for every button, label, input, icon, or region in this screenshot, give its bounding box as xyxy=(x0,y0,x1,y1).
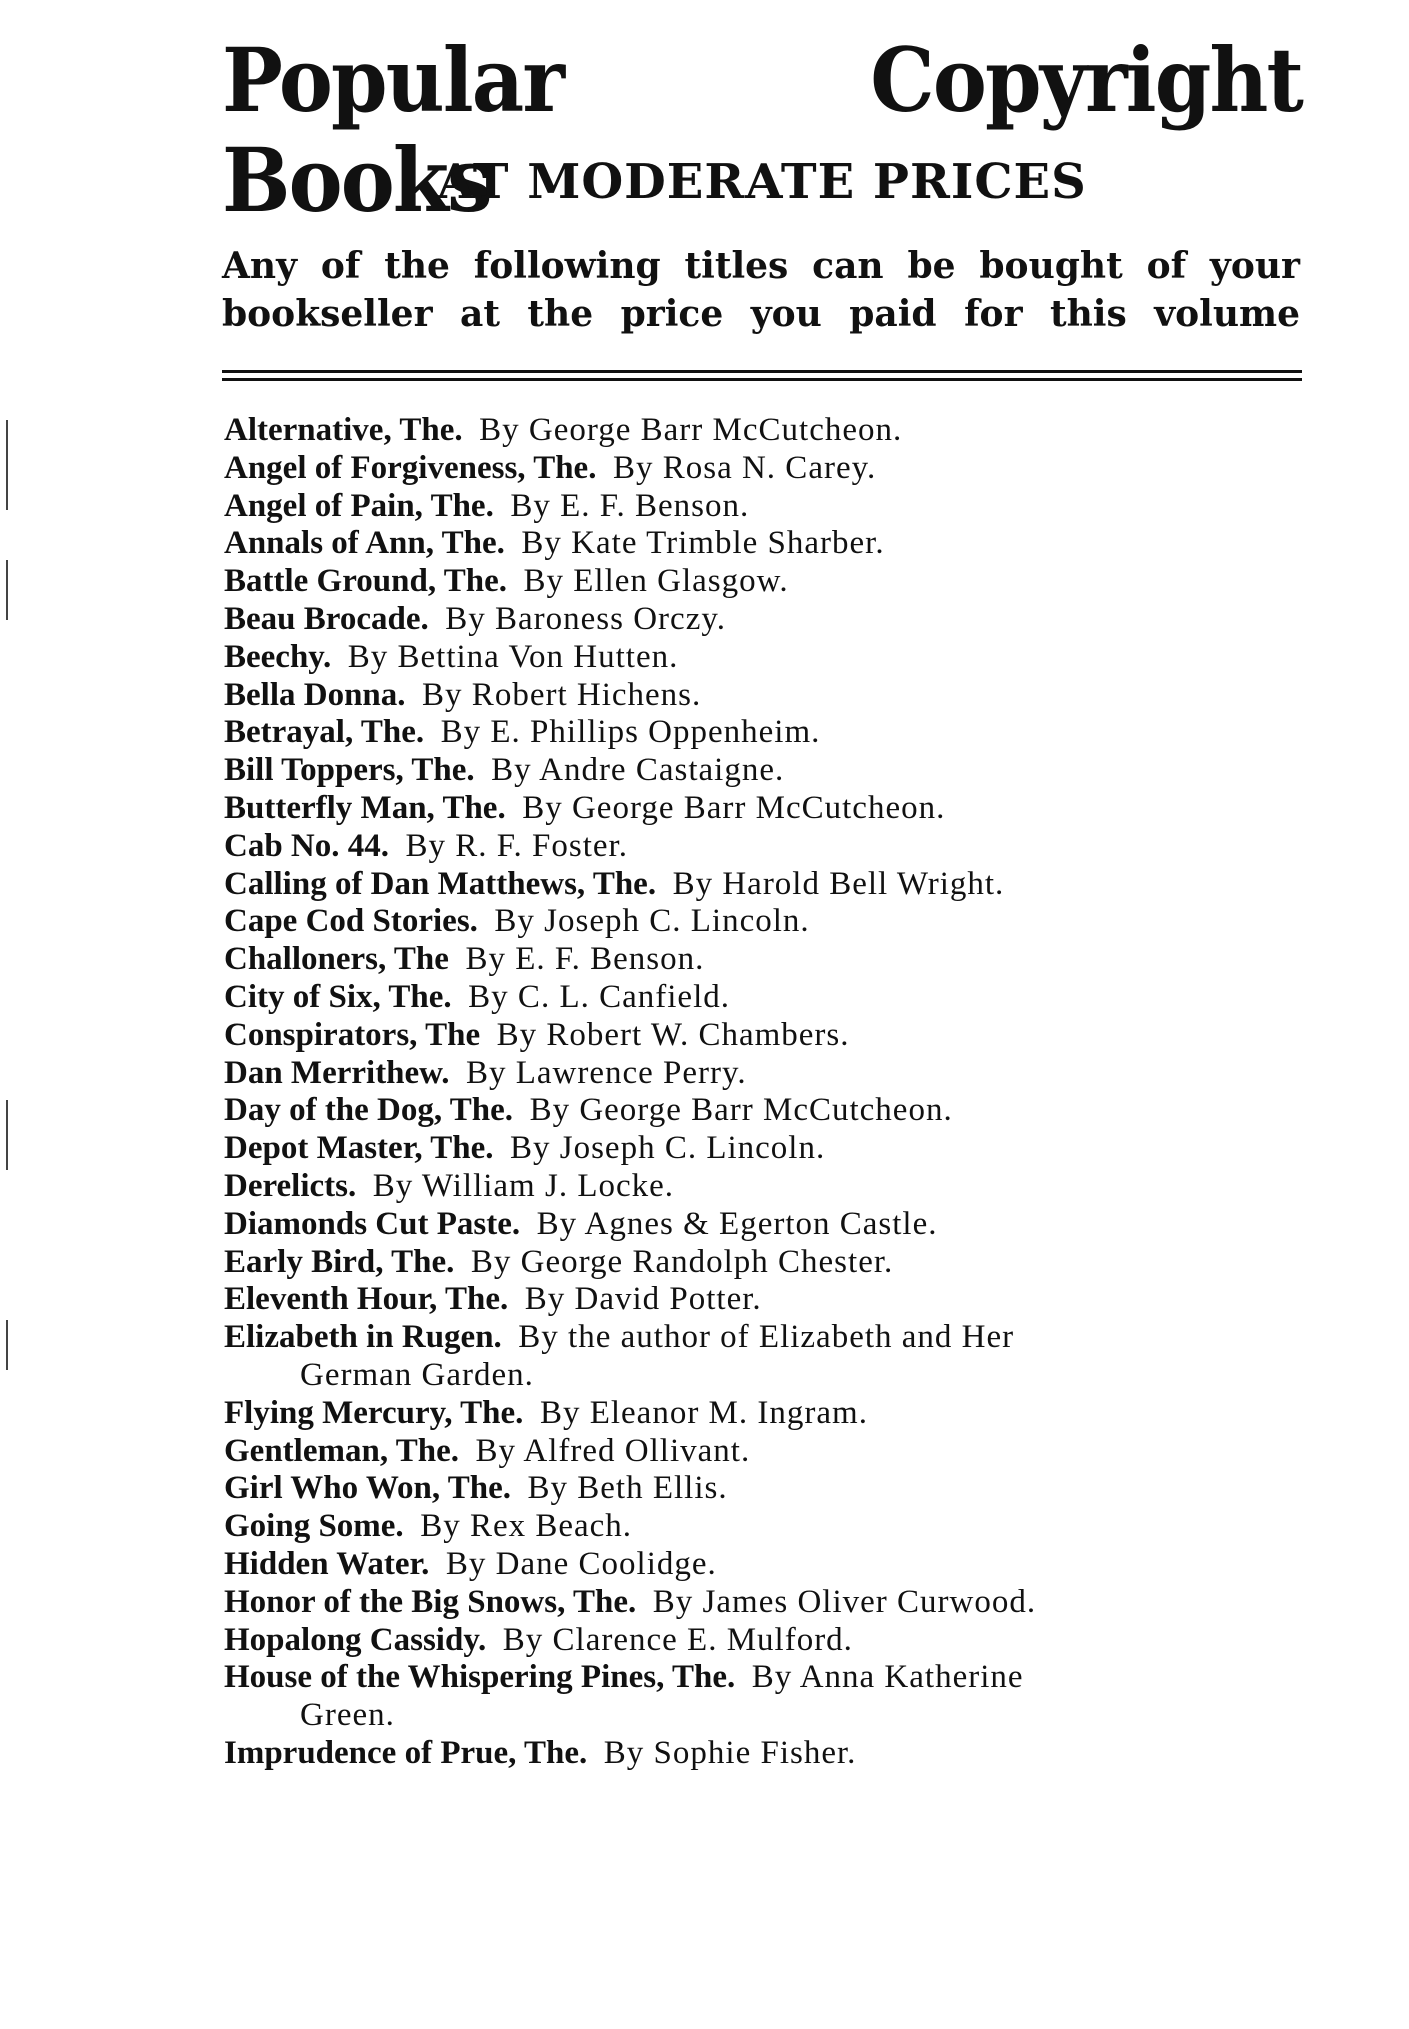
book-title: Beau Brocade. xyxy=(224,600,429,637)
scan-edge-mark xyxy=(6,420,8,510)
book-author: By George Barr McCutcheon. xyxy=(479,412,903,448)
book-author: By Joseph C. Lincoln. xyxy=(509,1130,826,1167)
book-author: By George Barr McCutcheon. xyxy=(522,789,946,826)
book-title: Hidden Water. xyxy=(224,1545,430,1582)
book-title: Hopalong Cassidy. xyxy=(224,1621,487,1658)
book-title: Cape Cod Stories. xyxy=(224,903,478,940)
book-author: By Clarence E. Mulford. xyxy=(502,1621,853,1658)
list-item xyxy=(224,412,1314,450)
list-item xyxy=(224,1584,1314,1622)
book-title: Bella Donna. xyxy=(224,676,406,713)
book-title: Day of the Dog, The. xyxy=(224,1092,514,1129)
book-author: By Lawrence Perry. xyxy=(465,1054,747,1091)
book-title: Betrayal, The. xyxy=(224,714,425,751)
book-author: By George Randolph Chester. xyxy=(470,1243,894,1280)
book-title: House of the Whispering Pines, The. xyxy=(224,1659,736,1696)
book-title: Angel of Forgiveness, The. xyxy=(224,449,597,486)
list-item xyxy=(224,866,1314,904)
book-title: Dan Merrithew. xyxy=(224,1054,450,1091)
rule-line xyxy=(222,370,1302,373)
list-item xyxy=(224,677,1314,715)
book-author: By Baroness Orczy. xyxy=(445,600,726,637)
book-title: Battle Ground, The. xyxy=(224,563,507,600)
page-subtitle: AT MODERATE PRICES xyxy=(437,154,1087,210)
book-title: Butterfly Man, The. xyxy=(224,789,506,826)
book-title: Early Bird, The. xyxy=(224,1243,455,1280)
list-item xyxy=(224,903,1314,941)
list-item xyxy=(224,1319,1314,1395)
book-title: Angel of Pain, The. xyxy=(224,487,494,524)
list-item xyxy=(224,752,1314,790)
book-author: By Joseph C. Lincoln. xyxy=(494,903,810,940)
list-item xyxy=(224,790,1314,828)
book-title: Depot Master, The. xyxy=(224,1130,494,1167)
list-item xyxy=(224,1017,1314,1055)
book-list xyxy=(224,412,1314,1773)
book-author: By Robert W. Chambers. xyxy=(496,1016,850,1053)
book-author: By Eleanor M. Ingram. xyxy=(539,1394,868,1431)
list-item xyxy=(224,601,1314,639)
book-author: By Sophie Fisher. xyxy=(603,1734,857,1771)
book-author: By Rex Beach. xyxy=(420,1508,633,1545)
book-author: By Agnes & Egerton Castle. xyxy=(536,1205,938,1242)
list-item xyxy=(224,450,1314,488)
book-author: By Bettina Von Hutten. xyxy=(347,638,679,675)
book-author: By Rosa N. Carey. xyxy=(612,449,877,486)
book-author: By the author of Elizabeth and Her xyxy=(518,1319,1015,1356)
book-author: By R. F. Foster. xyxy=(405,827,628,864)
list-item xyxy=(224,1508,1314,1546)
book-title: Bill Toppers, The. xyxy=(224,752,475,789)
book-title: Honor of the Big Snows, The. xyxy=(224,1583,637,1620)
book-title: Cab No. 44. xyxy=(224,827,390,864)
book-author: By Robert Hichens. xyxy=(422,676,702,713)
rule-line xyxy=(222,378,1302,381)
list-item xyxy=(224,828,1314,866)
book-title: City of Six, The. xyxy=(224,978,452,1015)
book-author: By Anna Katherine xyxy=(751,1659,1024,1696)
book-author: By George Barr McCutcheon. xyxy=(529,1092,953,1129)
list-item xyxy=(224,1281,1314,1319)
book-author: By Ellen Glasgow. xyxy=(523,563,789,600)
book-title: Diamonds Cut Paste. xyxy=(224,1205,521,1242)
book-author: By Harold Bell Wright. xyxy=(672,865,1005,902)
scan-edge-mark xyxy=(6,1100,8,1170)
book-title: Conspirators, The xyxy=(224,1016,481,1053)
list-item xyxy=(224,1206,1314,1244)
book-author: By E. Phillips Oppenheim. xyxy=(440,714,821,751)
list-item xyxy=(224,1433,1314,1471)
book-title: Alternative, The. xyxy=(224,412,463,448)
intro-text: Any of the following titles can be bought of your bookseller at the price you paid for this volume xyxy=(222,245,1300,335)
list-item xyxy=(224,714,1314,752)
book-author: By E. F. Benson. xyxy=(465,941,705,978)
list-item xyxy=(224,1055,1314,1093)
book-title: Elizabeth in Rugen. xyxy=(224,1319,502,1356)
book-title: Annals of Ann, The. xyxy=(224,525,505,562)
book-title: Derelicts. xyxy=(224,1167,357,1204)
book-title: Flying Mercury, The. xyxy=(224,1394,524,1431)
book-author: By Andre Castaigne. xyxy=(491,752,785,789)
list-item xyxy=(224,639,1314,677)
list-item xyxy=(224,1395,1314,1433)
list-item xyxy=(224,488,1314,526)
list-item xyxy=(224,1470,1314,1508)
list-item xyxy=(224,1546,1314,1584)
book-title: Eleventh Hour, The. xyxy=(224,1281,509,1318)
book-title: Beechy. xyxy=(224,638,332,675)
list-item xyxy=(224,1092,1314,1130)
list-item xyxy=(224,1659,1314,1735)
book-author: By Dane Coolidge. xyxy=(445,1545,717,1582)
book-title: Girl Who Won, The. xyxy=(224,1470,512,1507)
list-item xyxy=(224,941,1314,979)
double-rule-divider xyxy=(222,370,1302,386)
scan-edge-mark xyxy=(6,1320,8,1370)
list-item xyxy=(224,1130,1314,1168)
book-author: By James Oliver Curwood. xyxy=(652,1583,1037,1620)
book-author: By David Potter. xyxy=(524,1281,762,1318)
list-item xyxy=(224,1735,1314,1773)
book-author: By C. L. Canfield. xyxy=(468,978,730,1015)
book-author: By Kate Trimble Sharber. xyxy=(521,525,885,562)
book-title: Imprudence of Prue, The. xyxy=(224,1734,588,1771)
list-item xyxy=(224,563,1314,601)
page-title: Popular Copyright Books xyxy=(222,28,1303,232)
list-item xyxy=(224,1622,1314,1660)
list-item xyxy=(224,979,1314,1017)
book-author: By E. F. Benson. xyxy=(510,487,750,524)
book-title: Calling of Dan Matthews, The. xyxy=(224,865,657,902)
book-title: Challoners, The xyxy=(224,941,449,978)
book-author: By William J. Locke. xyxy=(372,1167,675,1204)
book-author: By Alfred Ollivant. xyxy=(475,1432,751,1469)
book-title: Gentleman, The. xyxy=(224,1432,459,1469)
list-item xyxy=(224,1168,1314,1206)
list-item xyxy=(224,525,1314,563)
book-author: By Beth Ellis. xyxy=(527,1470,728,1507)
list-item xyxy=(224,1244,1314,1282)
book-title: Going Some. xyxy=(224,1508,404,1545)
book-author-continuation: Green. xyxy=(300,1697,395,1734)
scan-edge-mark xyxy=(6,560,8,620)
book-author-continuation: German Garden. xyxy=(300,1356,534,1393)
